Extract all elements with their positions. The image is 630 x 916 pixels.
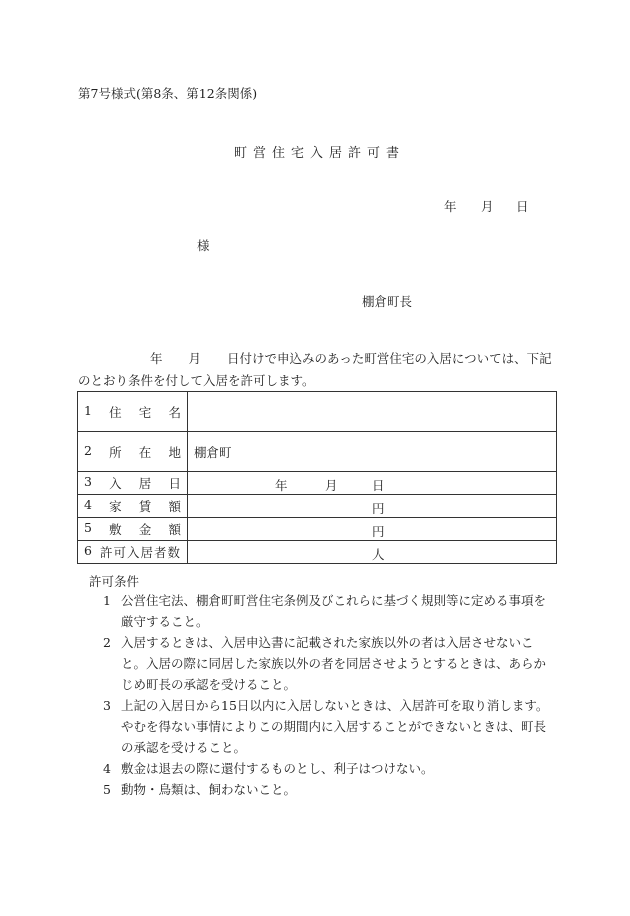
deposit-amount-field[interactable]: [188, 518, 557, 541]
intro-text: 日付けで申込みのあった町営住宅の入居については、下記のとおり条件を付して入居を許可します。: [78, 351, 552, 388]
condition-number: 5: [103, 782, 111, 797]
table-row: [78, 541, 557, 564]
row-label: [78, 495, 188, 518]
condition-number: 1: [103, 593, 111, 608]
row-label: [78, 472, 188, 495]
intro-year: 年: [150, 351, 163, 366]
condition-text: 公営住宅法、棚倉町町営住宅条例及びこれらに基づく規則等に定める事項を厳守すること。: [121, 593, 547, 629]
label-char: 敷: [109, 522, 122, 537]
move-in-month-label: 月: [325, 478, 338, 493]
intro-paragraph: [78, 348, 558, 392]
condition-number: 3: [103, 698, 111, 713]
table-row: [78, 518, 557, 541]
label-char: 入: [109, 476, 122, 491]
label-text: 許可入居者数: [99, 545, 181, 560]
label-char: 賃: [138, 499, 152, 514]
condition-number: 2: [103, 635, 111, 650]
row-label: [78, 541, 188, 564]
housing-name-field[interactable]: [188, 392, 557, 432]
condition-text: 上記の入居日から15日以内に入居しないときは、入居許可を取り消します。やむを得ない事情によりこの期間内に入居することができないときは、町長の承認を受けること。: [121, 698, 549, 755]
conditions-heading: 許可条件: [89, 574, 140, 589]
table-row: [78, 495, 557, 518]
list-item: [89, 590, 557, 632]
table-row: [78, 392, 557, 432]
issuer-name: 棚倉町長: [362, 294, 413, 309]
row-number: 2: [84, 442, 92, 458]
move-in-year-label: 年: [275, 478, 288, 493]
residents-unit: 人: [372, 547, 385, 562]
permit-details-table: [77, 391, 557, 564]
table-row: [78, 472, 557, 495]
label-char: 在: [138, 444, 152, 460]
label-char: 居: [138, 476, 152, 491]
row-number: 3: [84, 474, 92, 489]
label-char: 額: [168, 499, 181, 514]
list-item: [89, 695, 557, 758]
form-number: 第7号様式(第8条、第12条関係): [78, 86, 258, 101]
document-title: 町営住宅入居許可書: [234, 146, 406, 161]
label-char: 金: [138, 522, 152, 537]
row-number: 6: [84, 543, 92, 558]
label-char: 住: [109, 404, 122, 420]
move-in-date-field[interactable]: [188, 472, 557, 495]
rent-unit: 円: [372, 501, 385, 516]
date-year-label: 年: [444, 199, 457, 214]
condition-text: 入居するときは、入居申込書に記載された家族以外の者は入居させないこと。入居の際に同居した家族以外の者を同居させようとするときは、あらかじめ町長の承認を受けること。: [121, 635, 547, 692]
condition-number: 4: [103, 761, 111, 776]
row-label: [78, 518, 188, 541]
condition-text: 敷金は退去の際に還付するものとし、利子はつけない。: [121, 761, 434, 776]
location-field[interactable]: 棚倉町: [188, 432, 557, 472]
table-row: [78, 432, 557, 472]
label-char: 宅: [138, 404, 152, 420]
rent-amount-field[interactable]: [188, 495, 557, 518]
label-char: 所: [109, 444, 122, 460]
label-char: 名: [168, 404, 181, 420]
row-label: [78, 392, 188, 432]
row-number: 5: [84, 520, 92, 535]
permitted-residents-field[interactable]: [188, 541, 557, 564]
move-in-day-label: 日: [372, 478, 385, 493]
row-number: 4: [84, 497, 92, 512]
row-number: 1: [84, 402, 92, 418]
label-char: 地: [168, 444, 181, 460]
date-month-label: 月: [481, 199, 494, 214]
label-char: 額: [168, 522, 181, 537]
deposit-unit: 円: [372, 524, 385, 539]
conditions-list: [89, 590, 557, 800]
label-char: 日: [168, 476, 181, 491]
list-item: [89, 758, 557, 779]
intro-month: 月: [188, 351, 202, 366]
condition-text: 動物・鳥類は、飼わないこと。: [121, 782, 297, 797]
list-item: [89, 632, 557, 695]
addressee-suffix: 様: [197, 238, 210, 253]
date-day-label: 日: [516, 199, 529, 214]
row-label: [78, 432, 188, 472]
label-char: 家: [109, 499, 122, 514]
list-item: [89, 779, 557, 800]
